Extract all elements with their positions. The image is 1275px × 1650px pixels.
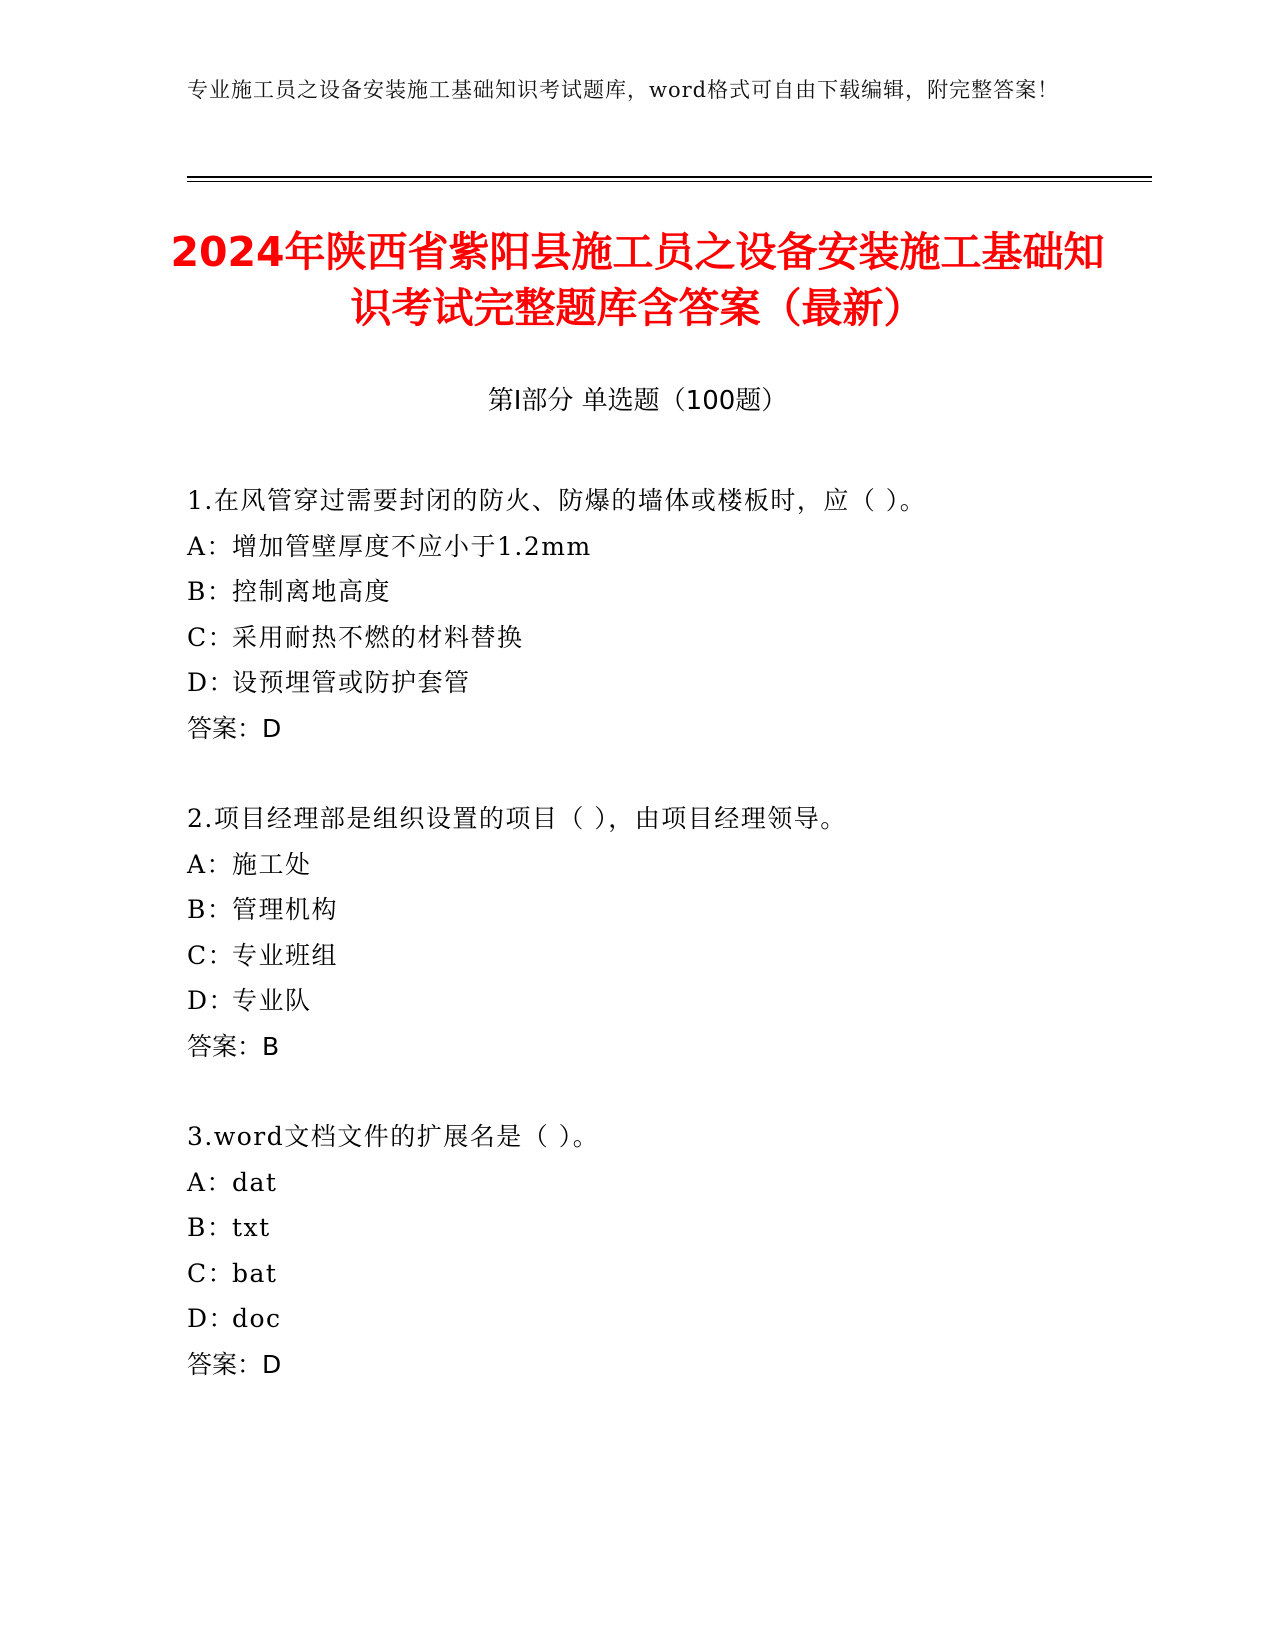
answer-line	[187, 1024, 1147, 1070]
question-stem: 3.word文档文件的扩展名是（ ）。	[187, 1122, 600, 1151]
option-text: txt	[232, 1213, 271, 1242]
header-note: 专业施工员之设备安装施工基础知识考试题库，word格式可自由下载编辑，附完整答案！	[187, 78, 1060, 102]
header-rule-thick	[187, 176, 1152, 178]
option-d	[187, 978, 1147, 1024]
question-stem: 2.项目经理部是组织设置的项目（ ），由项目经理领导。	[187, 804, 847, 833]
option-b	[187, 887, 1147, 933]
option-text: 增加管壁厚度不应小于1.2mm	[232, 531, 592, 561]
option-label: A：	[187, 849, 234, 879]
option-label: B：	[187, 1213, 234, 1242]
option-label: D：	[187, 1304, 236, 1333]
option-text: 专业班组	[232, 940, 339, 970]
option-label: A：	[187, 531, 234, 561]
part-heading: 第Ⅰ部分 单选题（100题）	[487, 386, 788, 416]
option-d	[187, 660, 1147, 706]
option-text: 控制离地高度	[232, 577, 392, 606]
question-3	[187, 1114, 1147, 1387]
option-label: A：	[187, 1167, 234, 1197]
option-text: doc	[232, 1304, 282, 1333]
option-text: 设预埋管或防护套管	[232, 668, 471, 697]
question-stem: 1.在风管穿过需要封闭的防火、防爆的墙体或楼板时，应（ ）。	[187, 486, 927, 515]
option-text: 施工处	[232, 849, 312, 879]
answer-value: D	[262, 713, 282, 743]
option-label: C：	[187, 940, 235, 970]
option-text: dat	[232, 1167, 278, 1197]
document-title: 2024年陕西省紫阳县施工员之设备安装施工基础知识考试完整题库含答案（最新）	[170, 228, 1105, 332]
answer-prefix: 答案：	[187, 1349, 263, 1379]
answer-value: D	[262, 1349, 282, 1379]
option-a	[187, 524, 1147, 570]
option-text: 管理机构	[232, 895, 339, 924]
option-b	[187, 569, 1147, 615]
question-2	[187, 796, 1147, 1069]
option-c	[187, 615, 1147, 661]
option-b	[187, 1205, 1147, 1251]
answer-line	[187, 1342, 1147, 1388]
answer-prefix: 答案：	[187, 713, 263, 743]
option-a	[187, 842, 1147, 888]
header-rule-thin	[187, 181, 1152, 182]
option-text: bat	[232, 1258, 278, 1288]
option-c	[187, 933, 1147, 979]
option-label: B：	[187, 895, 234, 924]
answer-line	[187, 706, 1147, 752]
option-a	[187, 1160, 1147, 1206]
question-list	[187, 478, 1147, 1432]
option-text: 采用耐热不燃的材料替换	[232, 622, 524, 652]
option-text: 专业队	[232, 986, 312, 1015]
option-c	[187, 1251, 1147, 1297]
option-label: D：	[187, 668, 236, 697]
option-label: C：	[187, 1258, 235, 1288]
option-label: C：	[187, 622, 235, 652]
answer-value: B	[262, 1031, 280, 1061]
option-label: B：	[187, 577, 234, 606]
option-d	[187, 1296, 1147, 1342]
answer-prefix: 答案：	[187, 1031, 263, 1061]
question-1	[187, 478, 1147, 751]
option-label: D：	[187, 986, 236, 1015]
